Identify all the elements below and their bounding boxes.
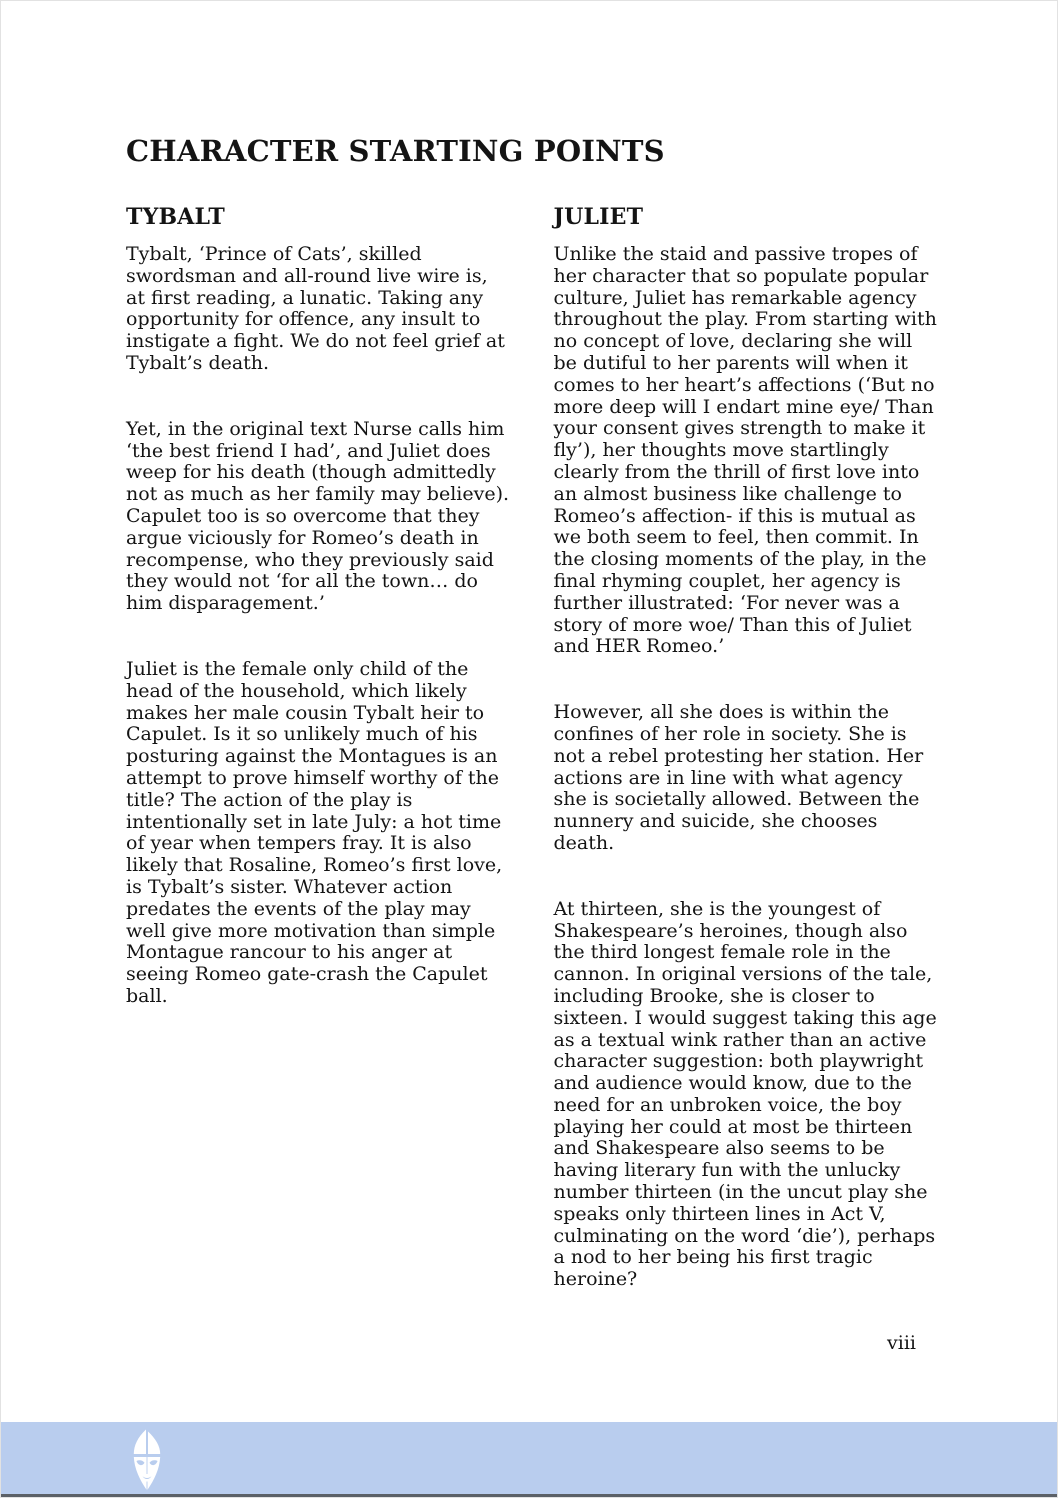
page-title: CHARACTER STARTING POINTS <box>126 134 665 168</box>
page-number: viii <box>887 1332 916 1354</box>
tybalt-paragraph-1: Tybalt, ‘Prince of Cats’, skilled swordsman and all-round live wire is, at first reading, a lunatic. Taking any opportunity for offence, any insult to instigate a fight. We do not feel grief at Tybalt’s death. <box>126 243 505 374</box>
section-heading-juliet: JULIET <box>553 204 644 230</box>
page-content <box>126 134 939 1335</box>
theatre-mask-icon <box>127 1429 167 1491</box>
tybalt-paragraph-2: Yet, in the original text Nurse calls him ‘the best friend I had’, and Juliet does weep for his death (though admittedly not as much as her family may believe). Capulet too is so overcome that they argue viciously for Romeo’s death in recompense, who they previously said they would not ‘for all the town… do him disparagement.’ <box>126 417 510 615</box>
column-tybalt <box>126 204 512 1335</box>
section-heading-tybalt: TYBALT <box>126 204 225 230</box>
footer-band <box>1 1422 1057 1494</box>
tybalt-paragraph-3: Juliet is the female only child of the head of the household, which likely makes her male cousin Tybalt heir to Capulet. Is it so unlikely much of his posturing against the Montagues is an attempt to prove himself worthy of the title? The action of the play is intentionally set in late July: a hot time of year when tempers fray. It is also likely that Rosaline, Romeo’s first love, is Tybalt’s sister. Whatever action predates the events of the play may well give more motivation than simple Montague rancour to his anger at seeing Romeo gate-crash the Capulet ball. <box>126 657 503 1007</box>
juliet-paragraph-1: Unlike the staid and passive tropes of her character that so populate popular culture, Juliet has remarkable agency throughout the play. From starting with no concept of love, declaring she will be dutiful to her parents will when it comes to her heart’s affections (‘But no more deep will I endart mine eye/ Than your consent gives strength to make it fly’), her thoughts move startlingly clearly from the thrill of first love into an almost business like challenge to Romeo’s affection- if this is mutual as we both seem to feel, then commit. In the closing moments of the play, in the final rhyming couplet, her agency is further illustrated: ‘For never was a story of more woe/ Than this of Juliet and HER Romeo.’ <box>553 243 937 658</box>
juliet-paragraph-2: However, all she does is within the confines of her role in society. She is not a rebel protesting her station. Her actions are in line with what agency she is societally allowed. Between the nunnery and suicide, she chooses death. <box>553 701 924 854</box>
juliet-paragraph-3: At thirteen, she is the youngest of Shakespeare’s heroines, though also the third longest female role in the cannon. In original versions of the tale, including Brooke, she is closer to sixteen. I would suggest taking this age as a textual wink rather than an active character suggestion: both playwright and audience would know, due to the need for an unbroken voice, the boy playing her could at most be thirteen and Shakespeare also seems to be having literary fun with the unlucky number thirteen (in the uncut play she speaks only thirteen lines in Act V, culminating on the word ‘die’), perhaps a nod to her being his first tragic heroine? <box>553 897 937 1291</box>
bottom-rule <box>1 1494 1057 1497</box>
two-column-layout <box>126 204 939 1335</box>
column-juliet <box>554 204 940 1335</box>
